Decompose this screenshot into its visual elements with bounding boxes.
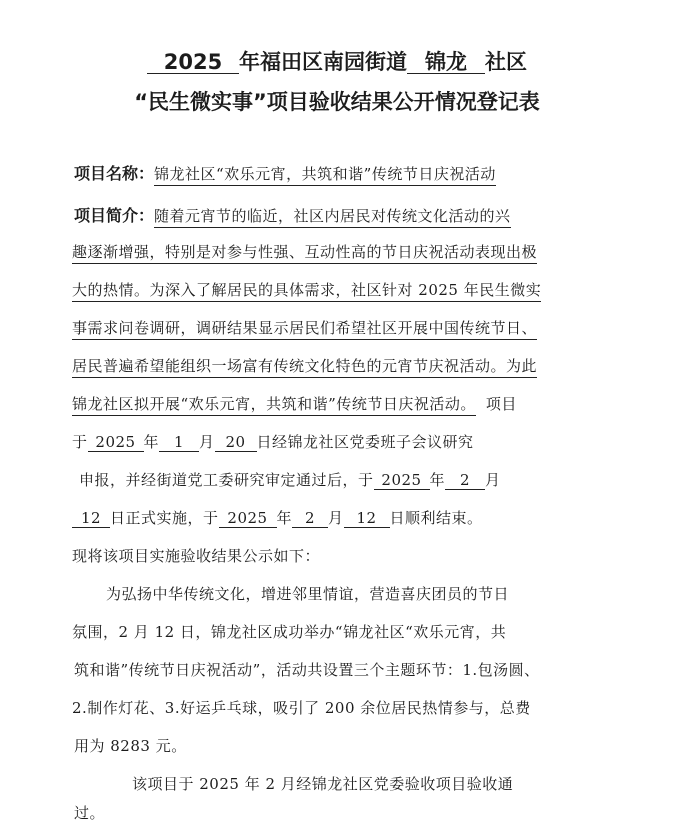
- title-line-1: [0, 46, 674, 76]
- result-line-1: 为弘扬中华传统文化，增进邻里情谊，营造喜庆团员的节日: [106, 585, 510, 603]
- project-name-value: 锦龙社区“欢乐元宵，共筑和谐”传统节日庆祝活动: [154, 165, 496, 186]
- nian-text: 年: [143, 433, 160, 451]
- end-year: 2025: [219, 510, 277, 528]
- intro-line-5: 居民普遍希望能组织一场富有传统文化特色的元宵节庆祝活动。为此: [72, 357, 537, 378]
- intro-label: 项目简介：: [74, 206, 155, 225]
- intro-line-2: 趣逐渐增强，特别是对参与性强、互动性高的节日庆祝活动表现出极: [72, 243, 537, 264]
- community-suffix: 社区: [485, 50, 527, 74]
- approval-text: 申报，并经街道党工委研究审定通过后，于: [79, 471, 374, 489]
- start-day: 12: [72, 510, 110, 528]
- end-day: 12: [344, 510, 390, 528]
- year-suffix: 年福田区南园街道: [239, 50, 407, 74]
- report-month: 1: [159, 434, 199, 452]
- result-line-5: 用为 8283 元。: [74, 737, 187, 755]
- intro-line-3: 大的热情。为深入了解居民的具体需求，社区针对 2025 年民生微实: [72, 281, 541, 302]
- result-line-2: 氛围，2 月 12 日，锦龙社区成功举办“锦龙社区“欢乐元宵，共: [72, 623, 507, 641]
- yue-text: 月: [485, 471, 501, 489]
- report-year: 2025: [88, 434, 144, 452]
- start-end-row: [72, 507, 483, 528]
- intro-line-6: 锦龙社区拟开展“欢乐元宵，共筑和谐”传统节日庆祝活动。: [72, 395, 476, 416]
- result-line-3: 筑和谐”传统节日庆祝活动”，活动共设置三个主题环节：1.包汤圆、: [74, 661, 540, 679]
- intro-line-4: 事需求问卷调研，调研结果显示居民们希望社区开展中国传统节日、: [72, 319, 537, 340]
- project-name-label: 项目名称：: [74, 164, 155, 183]
- report-suffix: 日经锦龙社区党委班子会议研究: [256, 433, 474, 451]
- intro-line-2-row: [72, 241, 537, 262]
- intro-line-1-row: [74, 203, 511, 226]
- project-name-row: [74, 161, 496, 184]
- community-blank: 锦龙: [407, 51, 485, 74]
- start-month: 2: [445, 472, 485, 490]
- intro-line-4-row: [72, 317, 537, 338]
- result-line-4: 2.制作灯花、3.好运乒乓球，吸引了 200 余位居民热情参与，总费: [72, 699, 531, 717]
- yue-text: 月: [199, 433, 215, 451]
- approval-row: [79, 469, 501, 490]
- document-title: “民生微实事”项目验收结果公开情况登记表: [134, 90, 540, 114]
- announce-row: [72, 545, 320, 566]
- end-suffix: 日顺利结束。: [389, 509, 483, 527]
- intro-line-6-row: [72, 393, 517, 414]
- end-month: 2: [292, 510, 328, 528]
- intro-line-5-row: [72, 355, 537, 376]
- acceptance-line-1: 该项目于 2025 年 2 月经锦龙社区党委验收项目验收通: [132, 775, 514, 793]
- report-date-row: [72, 431, 474, 452]
- yue-text: 月: [328, 509, 344, 527]
- announce-text: 现将该项目实施验收结果公示如下：: [72, 547, 321, 565]
- intro-line-1: 随着元宵节的临近，社区内居民对传统文化活动的兴: [154, 207, 511, 228]
- yu-text: 于: [72, 433, 88, 451]
- intro-line-3-row: [72, 279, 541, 300]
- acceptance-line-2: 过。: [74, 804, 106, 822]
- report-day: 20: [215, 434, 257, 452]
- nian-text: 年: [429, 471, 446, 489]
- nian-text: 年: [276, 509, 293, 527]
- start-year: 2025: [374, 472, 430, 490]
- intro-tail: 项目: [485, 395, 517, 413]
- start-suffix: 日正式实施，于: [110, 509, 219, 527]
- year-blank: 2025: [147, 51, 239, 74]
